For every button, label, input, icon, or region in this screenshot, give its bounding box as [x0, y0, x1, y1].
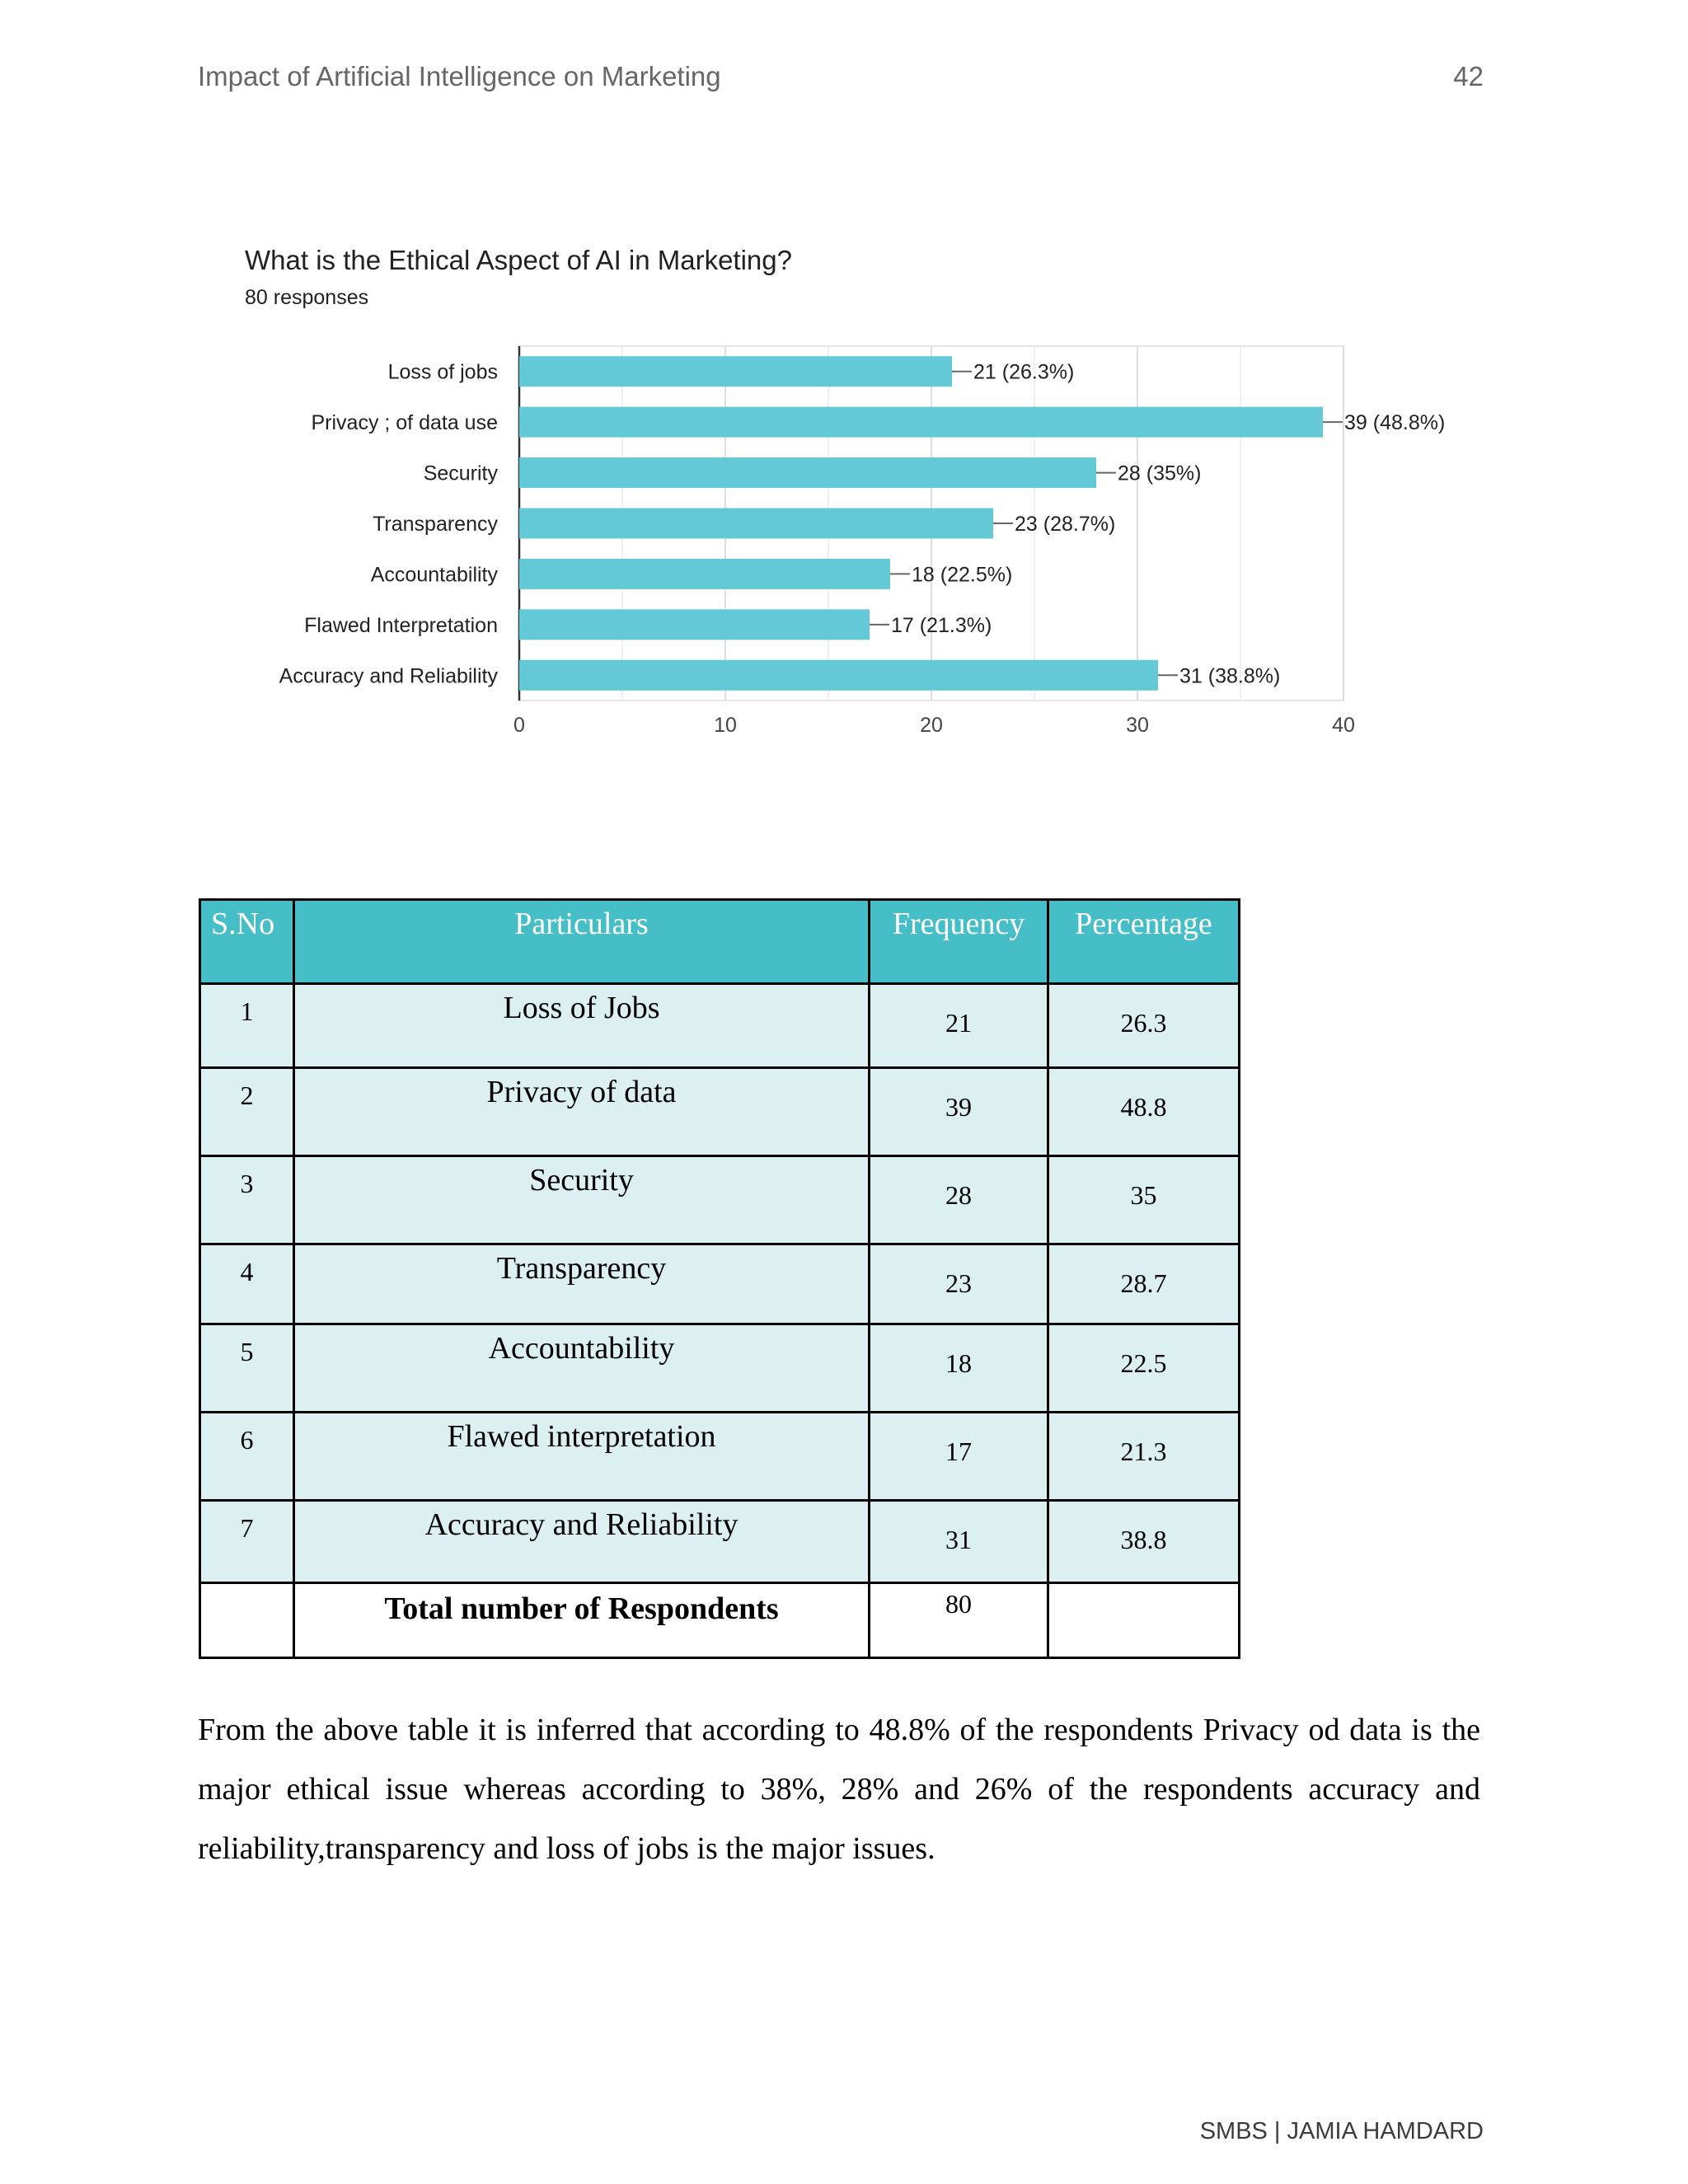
category-label: Transparency	[373, 513, 498, 536]
category-label: Accuracy and Reliability	[279, 664, 498, 688]
cell-sno: 7	[200, 1501, 294, 1583]
cell-particular: Privacy of data	[293, 1068, 869, 1156]
table-row	[200, 1413, 1240, 1501]
cell-particular: Loss of Jobs	[293, 984, 869, 1068]
data-table	[199, 898, 1240, 1659]
chart-title: What is the Ethical Aspect of AI in Marketing?	[245, 245, 792, 275]
category-label: Accountability	[370, 563, 498, 587]
cell-particular: Accuracy and Reliability	[293, 1501, 869, 1583]
cell-frequency: 21	[870, 984, 1048, 1068]
header-percentage: Percentage	[1048, 900, 1239, 984]
cell-sno: 4	[200, 1244, 294, 1324]
category-label: Privacy ; of data use	[311, 411, 498, 435]
cell-sno: 2	[200, 1068, 294, 1156]
x-tick-label: 40	[1332, 714, 1355, 737]
bar	[519, 356, 952, 387]
data-label: 17 (21.3%)	[891, 613, 992, 637]
bar	[519, 457, 1096, 488]
x-tick-label: 20	[920, 714, 943, 737]
cell-sno: 5	[200, 1324, 294, 1413]
data-label: 28 (35%)	[1118, 462, 1202, 485]
header-particulars: Particulars	[293, 900, 869, 984]
cell-percentage: 21.3	[1048, 1413, 1239, 1501]
table-row	[200, 1244, 1240, 1324]
chart-subtitle: 80 responses	[245, 286, 369, 309]
data-label: 39 (48.8%)	[1344, 411, 1446, 435]
header-sno: S.No	[200, 900, 294, 984]
data-label: 23 (28.7%)	[1015, 513, 1116, 536]
cell-particular: Security	[293, 1156, 869, 1244]
cell-frequency: 28	[870, 1156, 1048, 1244]
cell-frequency: 31	[870, 1501, 1048, 1583]
x-tick-label: 0	[513, 714, 525, 737]
table-row	[200, 1324, 1240, 1413]
cell-particular: Accountability	[293, 1324, 869, 1413]
chart-plot	[198, 223, 1500, 766]
bar	[519, 660, 1158, 691]
data-label: 18 (22.5%)	[912, 563, 1013, 587]
bar	[519, 509, 993, 539]
page-number: 42	[1453, 61, 1484, 91]
bar-chart	[198, 223, 1500, 766]
cell-empty	[200, 1583, 294, 1658]
cell-empty	[1048, 1583, 1239, 1658]
cell-sno: 3	[200, 1156, 294, 1244]
cell-particular: Transparency	[293, 1244, 869, 1324]
cell-particular: Flawed interpretation	[293, 1413, 869, 1501]
cell-sno: 6	[200, 1413, 294, 1501]
table-row	[200, 1501, 1240, 1583]
cell-frequency: 39	[870, 1068, 1048, 1156]
cell-sno: 1	[200, 984, 294, 1068]
table-total-row	[200, 1583, 1240, 1658]
cell-percentage: 22.5	[1048, 1324, 1239, 1413]
cell-frequency: 18	[870, 1324, 1048, 1413]
total-label: Total number of Respondents	[293, 1583, 869, 1658]
category-label: Loss of jobs	[387, 360, 498, 384]
cell-percentage: 38.8	[1048, 1501, 1239, 1583]
running-header-title: Impact of Artificial Intelligence on Marketing	[198, 61, 721, 91]
cell-percentage: 28.7	[1048, 1244, 1239, 1324]
bar	[519, 559, 890, 589]
x-tick-label: 30	[1126, 714, 1149, 737]
body-paragraph: From the above table it is inferred that according to 48.8% of the respondents Privacy od data is the major ethical issue whereas according to 38%, 28% and 26% of the respondents accuracy and reliability,transparency and loss of jobs is the major issues.	[198, 1713, 1480, 1866]
total-value: 80	[870, 1583, 1048, 1658]
bar	[519, 609, 870, 640]
cell-percentage: 48.8	[1048, 1068, 1239, 1156]
table-row	[200, 1068, 1240, 1156]
header-frequency: Frequency	[870, 900, 1048, 984]
cell-percentage: 35	[1048, 1156, 1239, 1244]
cell-frequency: 17	[870, 1413, 1048, 1501]
data-label: 31 (38.8%)	[1179, 664, 1281, 688]
bar	[519, 407, 1323, 438]
category-label: Security	[423, 462, 498, 485]
data-label: 21 (26.3%)	[973, 360, 1075, 384]
x-tick-label: 10	[714, 714, 737, 737]
cell-frequency: 23	[870, 1244, 1048, 1324]
category-label: Flawed Interpretation	[304, 613, 498, 637]
cell-percentage: 26.3	[1048, 984, 1239, 1068]
page-footer: SMBS | JAMIA HAMDARD	[1199, 2118, 1484, 2144]
table-row	[200, 1156, 1240, 1244]
table-header-row	[200, 900, 1240, 984]
table-row	[200, 984, 1240, 1068]
